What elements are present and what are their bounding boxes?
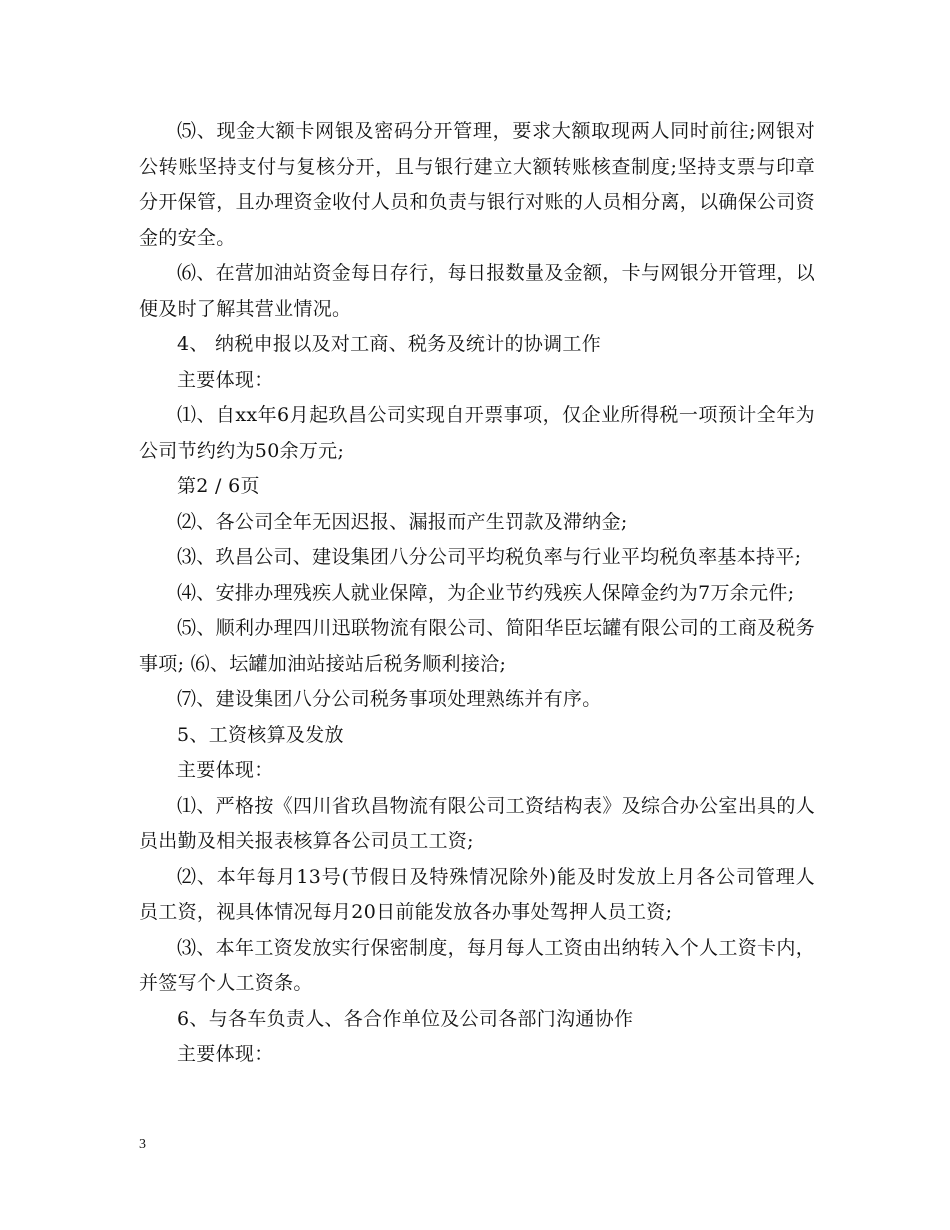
paragraph-gas-station-funds: ⑹、在营加油站资金每日存行，每日报数量及金额，卡与网银分开管理，以便及时了解其营业情况。 [139, 262, 815, 320]
section-heading-coordination: 6、与各车负责人、各合作单位及公司各部门沟通协作 [177, 1007, 634, 1030]
paragraph-salary-timing: ⑵、本年每月13号(节假日及特殊情况除外)能及时发放上月各公司管理人员工资，视具体情况每月20日前能发放各办事处驾押人员工资; [139, 865, 815, 923]
section-heading-payroll: 5、工资核算及发放 [177, 723, 344, 746]
paragraph-business-registration: ⑸、顺利办理四川迅联物流有限公司、简阳华臣坛罐有限公司的工商及税务事项; ⑹、坛罐加油站接站后税务顺利接洽; [139, 617, 815, 675]
document-body [139, 114, 815, 1073]
subheading-main-points: 主要体现： [177, 368, 274, 391]
page-marker: 第2 / 6页 [177, 475, 260, 497]
paragraph-no-penalties: ⑵、各公司全年无因迟报、漏报而产生罚款及滞纳金; [177, 510, 628, 533]
paragraph-branch-tax: ⑺、建设集团八分公司税务事项处理熟练并有序。 [177, 688, 602, 710]
paragraph-salary-confidential: ⑶、本年工资发放实行保密制度，每月每人工资由出纳转入个人工资卡内，并签写个人工资条。 [139, 936, 815, 994]
paragraph-salary-structure: ⑴、严格按《四川省玖昌物流有限公司工资结构表》及综合办公室出具的人员出勤及相关报表核算各公司员工工资; [139, 794, 815, 852]
paragraph-self-invoicing: ⑴、自xx年6月起玖昌公司实现自开票事项，仅企业所得税一项预计全年为公司节约约为50余万元; [139, 404, 815, 462]
subheading-main-points: 主要体现： [177, 759, 274, 781]
paragraph-tax-rate: ⑶、玖昌公司、建设集团八分公司平均税负率与行业平均税负率基本持平; [177, 546, 802, 568]
section-heading-tax: 4、 纳税申报以及对工商、税务及统计的协调工作 [177, 333, 602, 355]
paragraph-cash-management: ⑸、现金大额卡网银及密码分开管理，要求大额取现两人同时前往;网银对公转账坚持支付与复核分开，且与银行建立大额转账核查制度;坚持支票与印章分开保管，且办理资金收付人员和负责与银行对账的人员相分离，以确保公司资金的安全。 [139, 120, 815, 249]
page-number: 3 [139, 1137, 146, 1152]
subheading-main-points: 主要体现： [177, 1043, 274, 1065]
paragraph-disability-employment: ⑷、安排办理残疾人就业保障，为企业节约残疾人保障金约为7万余元件; [177, 581, 795, 604]
